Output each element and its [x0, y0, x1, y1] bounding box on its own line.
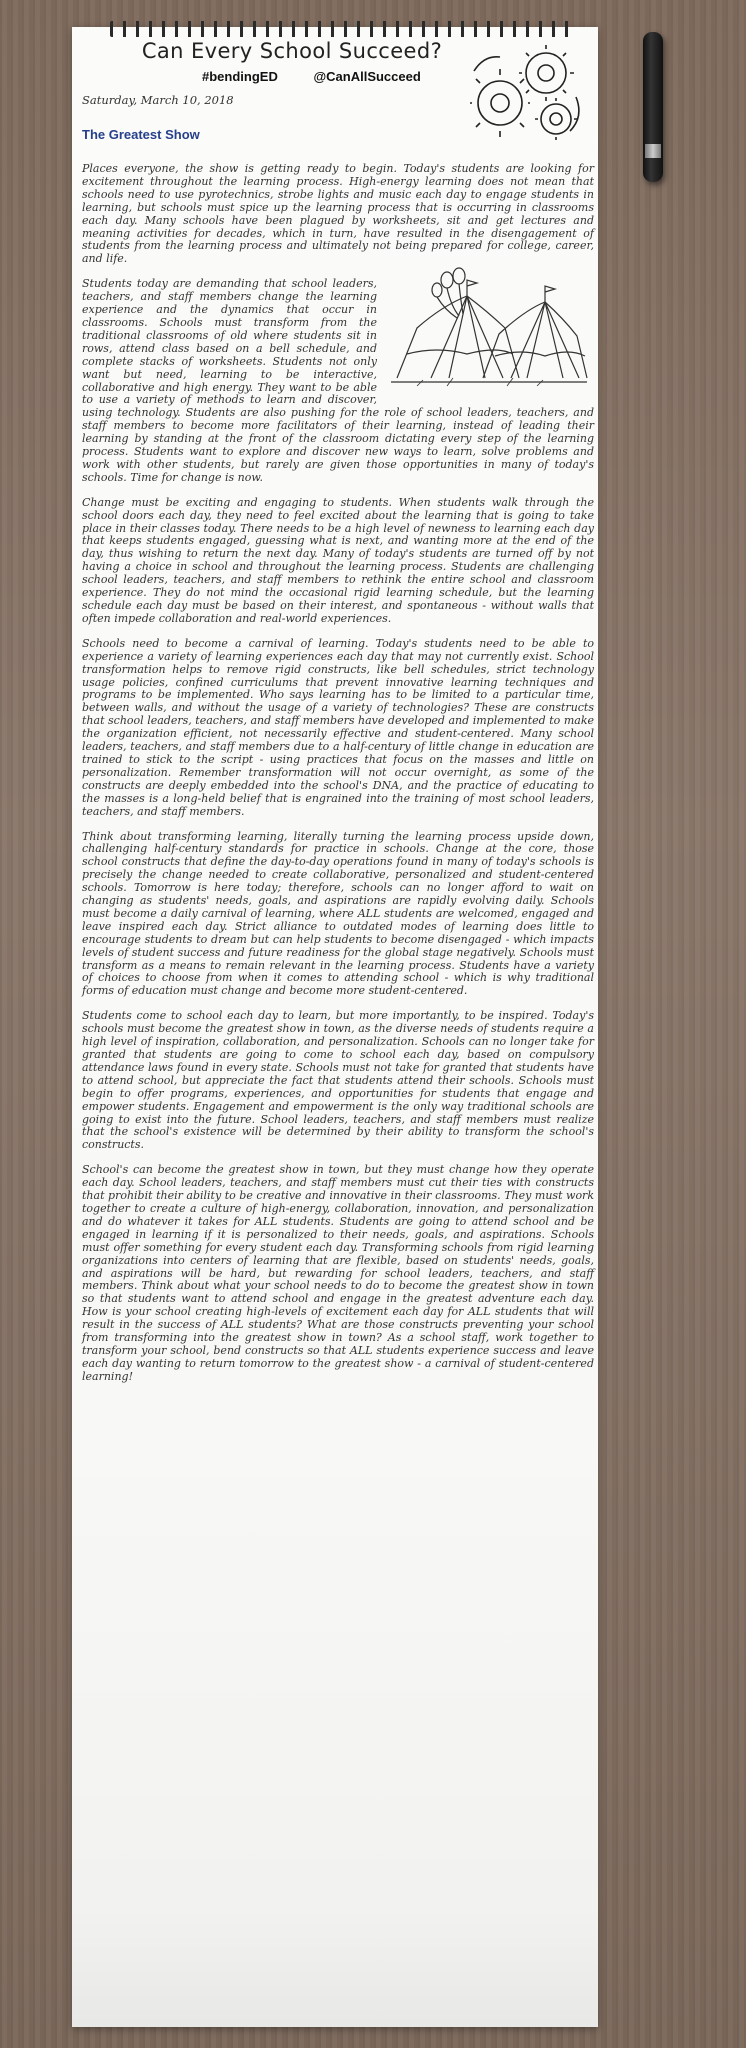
blog-tags — [202, 69, 421, 84]
paragraph: Change must be exciting and engaging to students. When students walk through the school doors each day, they need to feel excited about the learning that is going to take place in their classes today. There needs to be a high level of newness to learning each day that keeps students engaged, guessing what is next, and wanting more at the end of the day, thus wishing to return the next day. Many of today's students are turned off by not having a choice in school and throughout the learning process. Students are challenging school leaders, teachers, and staff members to rethink the entire school and classroom experience. They do not mind the occasional rigid learning schedule, but the learning schedule each day must be based on their interest, and spontaneous - without walls that often impede collaboration and real-world experiences. — [82, 495, 594, 625]
pen — [643, 32, 663, 182]
spiral-binding — [110, 21, 570, 37]
blog-title: Can Every School Succeed? — [141, 39, 443, 63]
paragraph: Schools need to become a carnival of learning. Today's students need to be able to experience a variety of learning experiences each day that may not currently exist. School transformation helps to remove rigid constructs, like bell schedules, strict technology usage policies, confined curriculums that prevent innovative learning techniques and programs to be implemented. Who says learning has to be limited to a particular time, between walls, and without the usage of a variety of technologies? These are constructs that school leaders, teachers, and staff members have developed and implemented to make the organization efficient, not necessarily effective and student-centered. Many school leaders, teachers, and staff members due to a half-century of little change in education are trained to stick to the script - using practices that focus on the masses and little on personalization. Remember transformation will not occur overnight, as some of the constructs are deeply embedded into the school's DNA, and the practice of educating to the masses is a long-held belief that is engrained into the training of most school leaders, teachers, and staff members. — [82, 636, 594, 818]
gears-icon — [468, 41, 586, 145]
post-date: Saturday, March 10, 2018 — [82, 93, 234, 107]
paragraph: Think about transforming learning, literally turning the learning process upside down, challenging half-century standards for practice in schools. Change at the core, those school constructs that define the day-to-day operations found in many of today's schools is precisely the change needed to create collaborative, personalized and student-centered schools. Tomorrow is here today; therefore, schools can no longer afford to wait on changing as students' needs, goals, and aspirations are rapidly evolving daily. Schools must become a daily carnival of learning, where ALL students are welcomed, engaged and leave inspired each day. Strict alliance to outdated modes of learning does little to encourage students to dream but can help students to become disengaged - which impacts levels of student success and future readiness for the global stage negatively. Schools must transform as a means to remain relevant in the learning process. Students have a variety of choices to choose from when it comes to attending school - which is why traditional forms of education must change and become more student-centered. — [82, 829, 594, 998]
twitter-handle: @CanAllSucceed — [313, 69, 421, 84]
paragraph: School's can become the greatest show in town, but they must change how they operate each day. School leaders, teachers, and staff members must cut their ties with constructs that prohibit their ability to be creative and innovative in their classrooms. They must work together to create a culture of high-energy, collaboration, innovation, and personalization and do whatever it takes for ALL students. Students are going to attend school and be engaged in learning if it is personalized to their needs, goals, and aspirations. Schools must offer something for every student each day. Transforming schools from rigid learning organizations into centers of learning that are flexible, based on students' needs, goals, and aspirations will be hard, but rewarding for school leaders, teachers, and staff members. Think about what your school needs to do to become the greatest show in town so that students want to attend school and engage in the greatest adventure each day. How is your school creating high-levels of excitement each day for ALL students that will result in the success of ALL students? What are those constructs preventing your school from transforming into the greatest show in town? As a school staff, work together to transform your school, bend constructs so that ALL students experience success and leave each day wanting to return tomorrow to the greatest show - a carnival of student-centered learning! — [82, 1163, 594, 1383]
post-body — [82, 163, 594, 1396]
paragraph: Students come to school each day to learn, but more importantly, to be inspired. Today's schools must become the greatest show in town, as the diverse needs of students require a high level of inspiration, collaboration, and personalization. Schools can no longer take for granted that students are going to come to school each day, based on compulsory attendance laws found in every state. Schools must not take for granted that students have to attend school, but appreciate the fact that students attend their schools. Schools must begin to offer programs, experiences, and opportunities for students that engage and empower students. Engagement and empowerment is the only way traditional schools are going to exist into the future. School leaders, teachers, and staff members must realize that the school's existence will be determined by their ability to transform the school's constructs. — [82, 1009, 594, 1152]
notebook-page — [72, 27, 598, 2027]
circus-tent-illustration — [387, 266, 592, 394]
paragraph: Students today are demanding that school leaders, teachers, and staff members change the learning experience and the dynamics that occur in classrooms. Schools must transform from the traditional classrooms of old where students sit in rows, attend class based on a bell schedule, and complete stacks of worksheets. Students not only want but need, learning to be interactive, collaborative and high energy. They want to be able to use a variety of methods to learn and discover, using technology. Students are also pushing for the role of school leaders, teachers, and staff members to become more facilitators of their learning, instead of leading their learning by standing at the front of the classroom dictating every step of the learning process. Students want to explore and discover new ways to learn, solve problems and work with other students, but rarely are given those opportunities in many of today's schools. Time for change is now. — [82, 277, 594, 484]
post-title: The Greatest Show — [82, 127, 200, 142]
paragraph: Places everyone, the show is getting ready to begin. Today's students are looking for excitement throughout the learning process. High-energy learning does not mean that schools need to use pyrotechnics, strobe lights and music each day to engage students in learning, but schools must spice up the learning process that is occurring in classrooms each day. Many schools have been plagued by worksheets, sit and get lectures and meaning activities for decades, which in turn, have resulted in the disengagement of students from the learning process and ultimately not being prepared for college, career, and life. — [82, 162, 594, 266]
hashtag: #bendingED — [202, 69, 278, 84]
